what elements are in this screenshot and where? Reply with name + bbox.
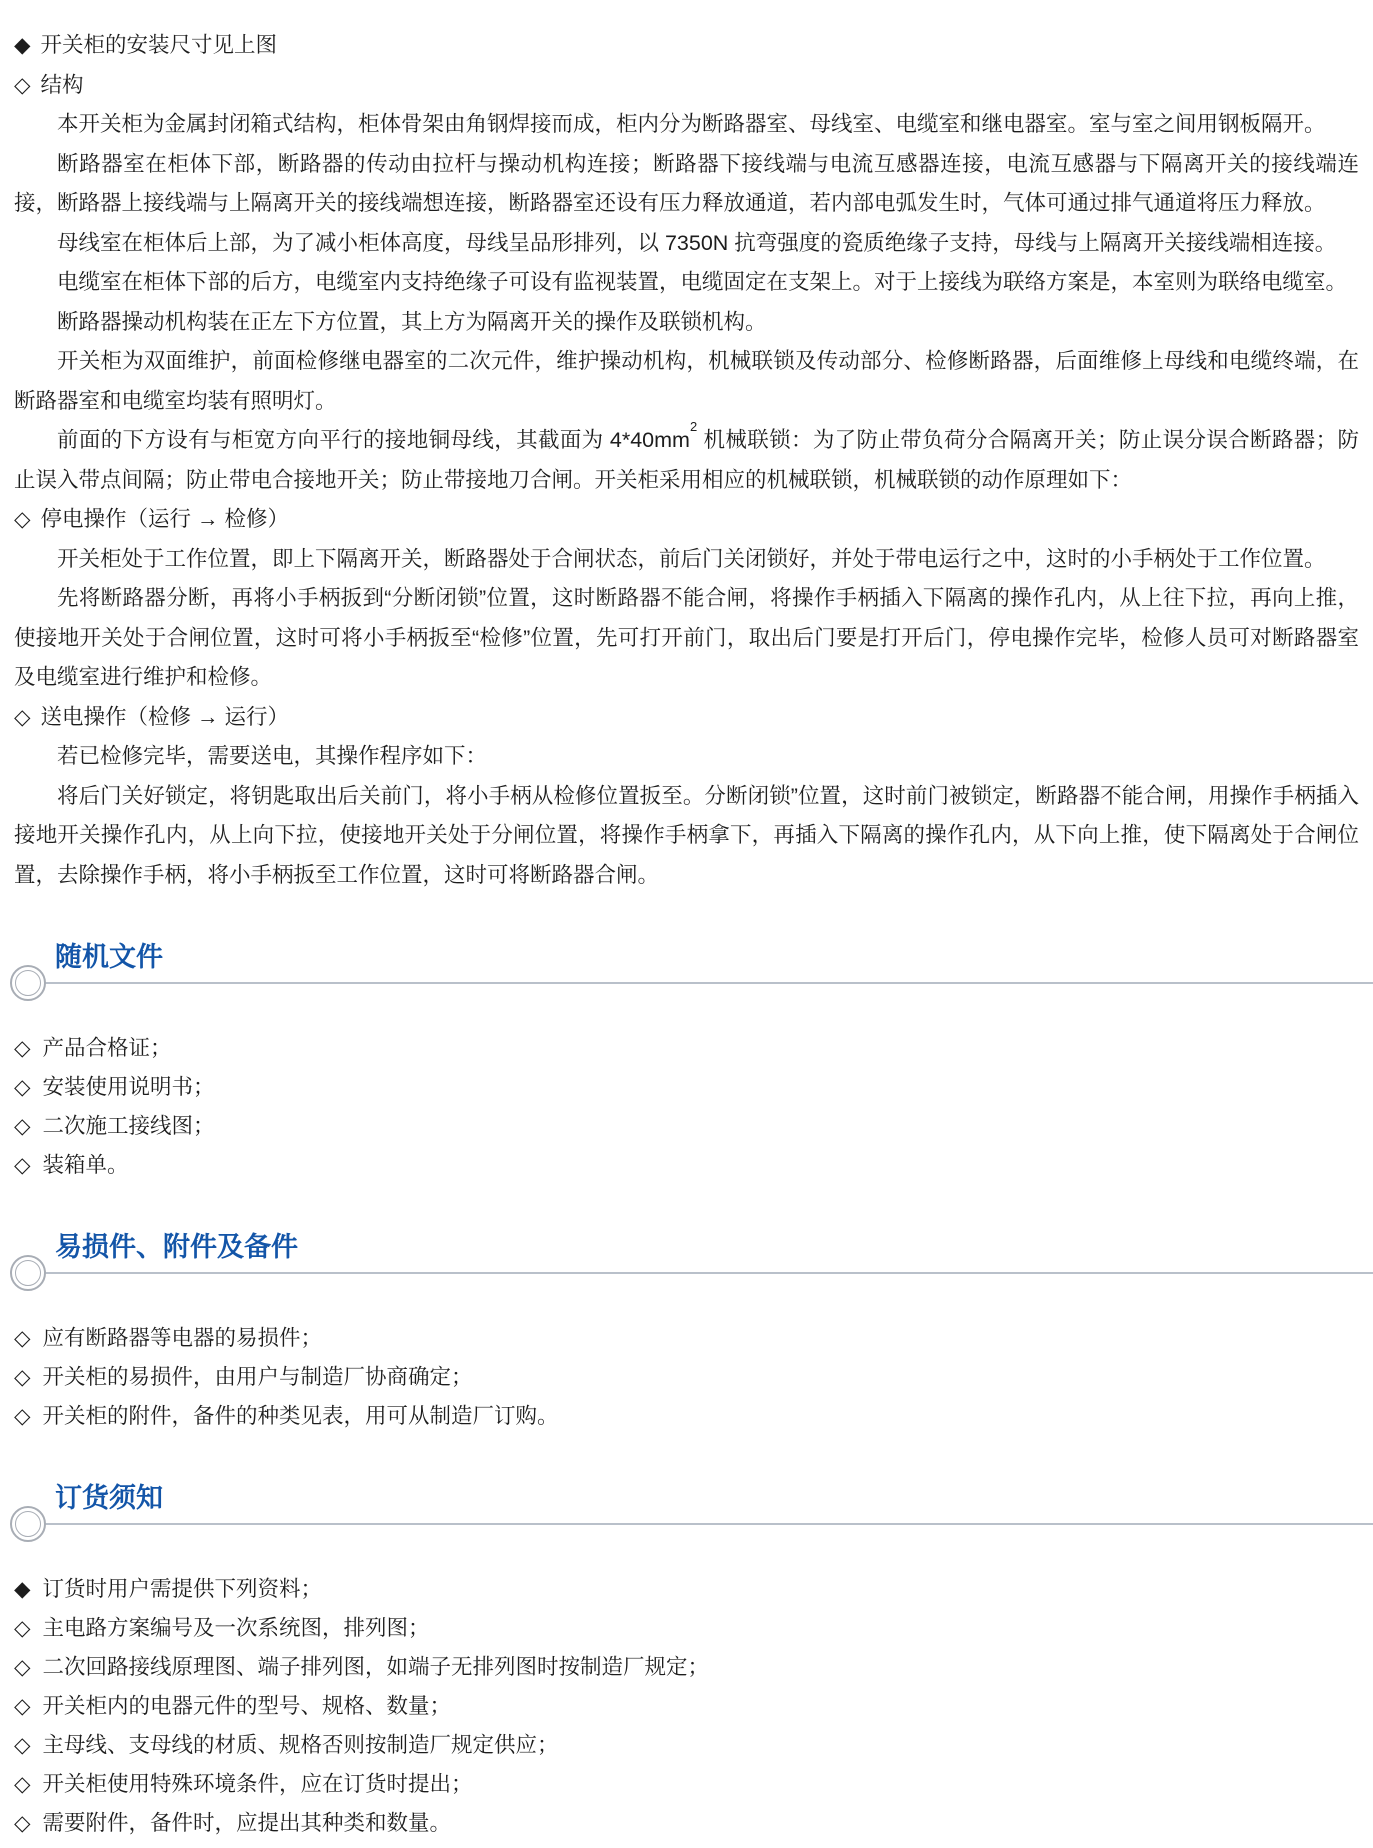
diamond-hollow-icon: ◇ xyxy=(14,1733,31,1757)
section-title: 订货须知 xyxy=(55,1483,163,1513)
power-off-heading-text: 停电操作（运行 → 检修） xyxy=(40,507,289,531)
grounding-text-pre: 前面的下方设有与柜宽方向平行的接地铜母线，其截面为 4*40mm xyxy=(57,428,690,452)
item-list xyxy=(14,1293,1359,1436)
diamond-hollow-icon: ◇ xyxy=(14,1404,31,1428)
diamond-hollow-icon: ◇ xyxy=(14,1365,31,1389)
section-divider-line xyxy=(26,1523,1373,1525)
diamond-hollow-icon: ◇ xyxy=(14,1075,31,1099)
diamond-hollow-icon: ◇ xyxy=(14,1036,31,1060)
busbar-room-paragraph: 母线室在柜体后上部，为了减小柜体高度，母线呈品形排列，以 7350N 抗弯强度的瓷质绝缘子支持，母线与上隔离开关接线端相连接。 xyxy=(57,230,1337,255)
power-on-paragraph: 将后门关好锁定，将钥匙取出后关前门，将小手柄从检修位置扳至。分断闭锁”位置，这时前门被锁定，断路器不能合闸，用操作手柄插入接地开关操作孔内，从上向下拉，使接地开关处于分闸位置，将操作手柄拿下，再插入下隔离的操作孔内，从下向上推，使下隔离处于合闸位置，去除操作手柄，将小手柄扳至工作位置，这时可将断路器合闸。 xyxy=(14,783,1359,887)
list-item xyxy=(14,1068,1359,1107)
structure-intro-section xyxy=(14,26,1359,895)
list-item-text: 应有断路器等电器的易损件； xyxy=(42,1326,323,1350)
section-accompanying-documents xyxy=(14,941,1359,1185)
list-item xyxy=(14,1765,1359,1804)
diamond-hollow-icon: ◇ xyxy=(14,704,31,729)
list-item-text: 开关柜使用特殊环境条件，应在订货时提出； xyxy=(42,1772,473,1796)
list-item xyxy=(14,1570,1359,1609)
list-item xyxy=(14,1319,1359,1358)
double-ring-icon xyxy=(10,1506,46,1542)
list-item xyxy=(14,1609,1359,1648)
diamond-solid-icon: ◆ xyxy=(14,1577,31,1601)
grounding-interlock-paragraph xyxy=(14,421,1359,500)
power-on-heading-line xyxy=(14,698,1359,738)
grounding-text-post: 机械联锁：为了防止带负荷分合隔离开关；防止误分误合断路器；防止误入带点间隔；防止带电合接地开关；防止带接地刀合闸。开关柜采用相应的机械联锁，机械联锁的动作原理如下： xyxy=(14,428,1359,492)
list-item-text: 产品合格证； xyxy=(42,1036,172,1060)
double-ring-icon xyxy=(10,1255,46,1291)
list-item-text: 装箱单。 xyxy=(42,1153,129,1177)
installation-note-text: 开关柜的安装尺寸见上图 xyxy=(40,33,278,57)
maintenance-paragraph: 开关柜为双面维护，前面检修继电器室的二次元件，维护操动机构，机械联锁及传动部分、检修断路器，后面维修上母线和电缆终端，在断路器室和电缆室均装有照明灯。 xyxy=(14,349,1359,413)
diamond-hollow-icon: ◇ xyxy=(14,1153,31,1177)
diamond-hollow-icon: ◇ xyxy=(14,507,31,531)
diamond-hollow-icon: ◇ xyxy=(14,1655,31,1679)
list-item-text: 二次回路接线原理图、端子排列图，如端子无排列图时按制造厂规定； xyxy=(42,1655,710,1679)
structure-heading-text: 结构 xyxy=(40,72,84,97)
installation-note-line xyxy=(14,26,1359,66)
operating-mechanism-paragraph: 断路器操动机构装在正左下方位置，其上方为隔离开关的操作及联锁机构。 xyxy=(57,309,767,334)
diamond-solid-icon: ◆ xyxy=(14,33,31,57)
list-item xyxy=(14,1397,1359,1436)
list-item-text: 二次施工接线图； xyxy=(42,1114,215,1138)
power-on-heading-text: 送电操作（检修 → 运行） xyxy=(40,704,289,729)
list-item-text: 开关柜的易损件，由用户与制造厂协商确定； xyxy=(42,1365,473,1389)
list-item-text: 安装使用说明书； xyxy=(42,1075,215,1099)
document-page xyxy=(14,26,1359,1843)
section-title: 随机文件 xyxy=(55,942,163,972)
power-off-paragraph: 开关柜处于工作位置，即上下隔离开关，断路器处于合闸状态，前后门关闭锁好，并处于带电运行之中，这时的小手柄处于工作位置。 xyxy=(57,546,1326,571)
diamond-hollow-icon: ◇ xyxy=(14,1114,31,1138)
cable-room-paragraph: 电缆室在柜体下部的后方，电缆室内支持绝缘子可设有监视装置，电缆固定在支架上。对于上接线为联络方案是，本室则为联络电缆室。 xyxy=(57,270,1348,294)
diamond-hollow-icon: ◇ xyxy=(14,72,31,97)
list-item xyxy=(14,1804,1359,1843)
list-item xyxy=(14,1358,1359,1397)
list-item-text: 开关柜的附件，备件的种类见表，用可从制造厂订购。 xyxy=(42,1404,559,1428)
item-list xyxy=(14,1003,1359,1185)
section-header xyxy=(14,1231,1359,1293)
diamond-hollow-icon: ◇ xyxy=(14,1811,31,1835)
section-header xyxy=(14,1482,1359,1544)
list-item-text: 订货时用户需提供下列资料； xyxy=(42,1577,323,1601)
diamond-hollow-icon: ◇ xyxy=(14,1326,31,1350)
list-item xyxy=(14,1687,1359,1726)
section-title: 易损件、附件及备件 xyxy=(55,1232,298,1262)
list-item xyxy=(14,1146,1359,1185)
diamond-hollow-icon: ◇ xyxy=(14,1694,31,1718)
item-list xyxy=(14,1544,1359,1843)
section-divider-line xyxy=(26,1272,1373,1274)
structure-heading-line xyxy=(14,66,1359,106)
diamond-hollow-icon: ◇ xyxy=(14,1616,31,1640)
list-item xyxy=(14,1107,1359,1146)
list-item-text: 主母线、支母线的材质、规格否则按制造厂规定供应； xyxy=(42,1733,559,1757)
list-item xyxy=(14,1726,1359,1765)
section-ordering-instructions xyxy=(14,1482,1359,1843)
list-item-text: 需要附件，备件时，应提出其种类和数量。 xyxy=(42,1811,452,1835)
list-item xyxy=(14,1648,1359,1687)
double-ring-icon xyxy=(10,965,46,1001)
breaker-room-paragraph: 断路器室在柜体下部，断路器的传动由拉杆与操动机构连接；断路器下接线端与电流互感器连接，电流互感器与下隔离开关的接线端连接，断路器上接线端与上隔离开关的接线端想连接，断路器室还设有压力释放通道，若内部电弧发生时，气体可通过排气通道将压力释放。 xyxy=(14,151,1359,215)
superscript-2: 2 xyxy=(689,419,698,434)
structure-paragraph: 本开关柜为金属封闭箱式结构，柜体骨架由角钢焊接而成，柜内分为断路器室、母线室、电缆室和继电器室。室与室之间用钢板隔开。 xyxy=(57,112,1326,136)
power-off-paragraph: 先将断路器分断，再将小手柄扳到“分断闭锁”位置，这时断路器不能合闸，将操作手柄插入下隔离的操作孔内，从上往下拉，再向上推，使接地开关处于合闸位置，这时可将小手柄扳至“检修”位置，先可打开前门，取出后门要是打开后门，停电操作完毕，检修人员可对断路器室及电缆室进行维护和检修。 xyxy=(14,586,1359,689)
section-divider-line xyxy=(26,982,1373,984)
list-item-text: 开关柜内的电器元件的型号、规格、数量； xyxy=(42,1694,452,1718)
diamond-hollow-icon: ◇ xyxy=(14,1772,31,1796)
section-wearing-parts xyxy=(14,1231,1359,1436)
list-item-text: 主电路方案编号及一次系统图，排列图； xyxy=(42,1616,430,1640)
power-off-heading-line xyxy=(14,500,1359,540)
list-item xyxy=(14,1029,1359,1068)
power-on-paragraph: 若已检修完毕，需要送电，其操作程序如下： xyxy=(57,744,488,768)
section-header xyxy=(14,941,1359,1003)
